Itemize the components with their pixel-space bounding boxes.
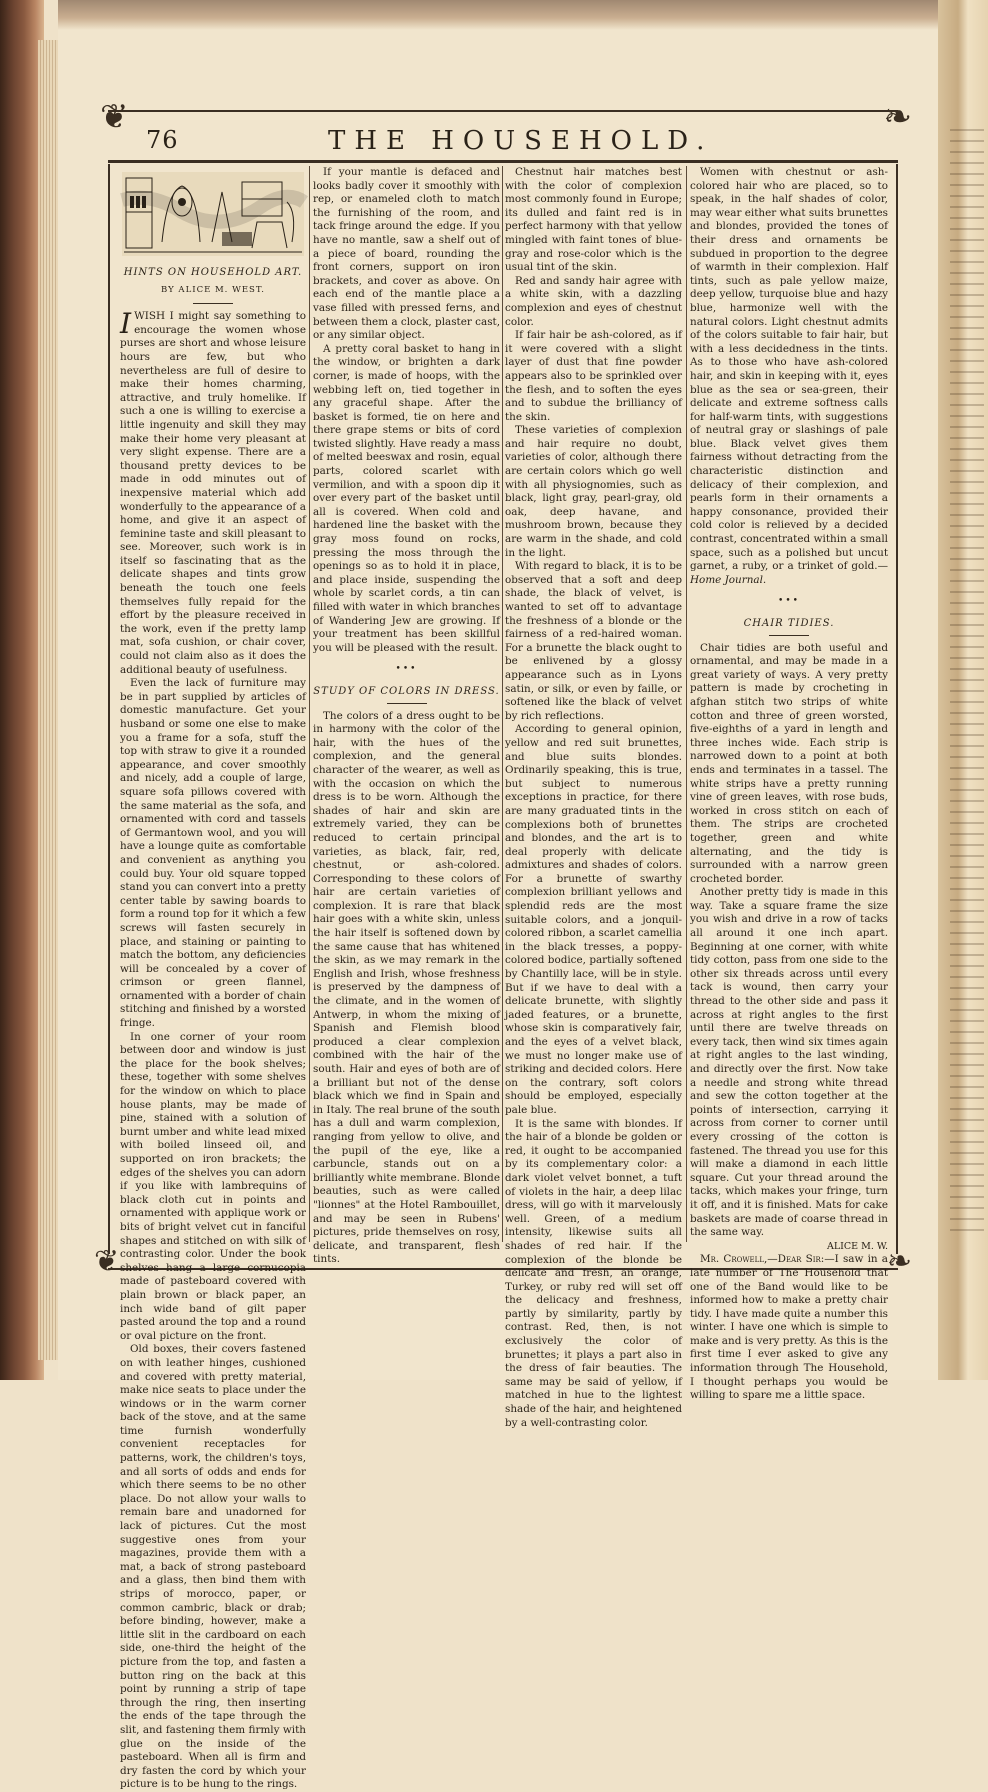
column-3 — [505, 166, 682, 1429]
article-paragraph: If your mantle is defaced and looks badly cover it smoothly with rep, or enameled cloth to match the furnishing of the room, and tack fringe around the edge. If you have no mantle, saw a shelf out of a piece of board, rounding the front corners, support on iron brackets, and cover as above. On each end of the mantle place a vase filled with pressed ferns, and between them a clock, plaster cast, or any similar object. — [313, 166, 500, 342]
article-paragraph: According to general opinion, yellow and red suit brunettes, and blue suits blondes. Ordinarily speaking, this is true, but subject to numerous exceptions in practice, for there are many graduated tints in the complexions both of brunettes and blondes, and the art is to deal properly with delicate admixtures and shades of colors. For a brunette of swarthy complexion brilliant yellows and splendid reds are the most suitable colors, and a jonquil-colored ribbon, a scarlet camellia in the black tresses, a poppy-colored bodice, partially softened by Chantilly lace, will be in style. But if we have to deal with a delicate brunette, with slightly jaded features, or a brunette, whose skin is comparatively fair, and the eyes of a velvet black, we must no longer make use of striking and decided colors. Here on the contrary, soft colors should be employed, especially pale blue. — [505, 723, 682, 1116]
column-rule — [502, 166, 503, 1242]
article-paragraph: A pretty coral basket to hang in the window, or brighten a dark corner, is made of hoops, with the webbing left on, tied together in any graceful shape. After the basket is formed, tie on here and there grape stems or bits of cord twisted slightly. Have ready a mass of melted beeswax and rosin, equal parts, colored scarlet with vermilion, and with a spoon dip it over every part of the basket until all is covered. When cold and hardened line the basket with the gray moss found on rocks, pressing the moss through the openings so as to hold it in place, and place inside, suspending the whole by scarlet cords, a tin can filled with water in which branches of Wandering Jew are growing. If your treatment has been skillful you will be pleased with the result. — [313, 342, 500, 654]
article-title: CHAIR TIDIES. — [743, 618, 835, 629]
column-4 — [690, 166, 888, 1402]
short-rule — [769, 635, 809, 636]
article-paragraph: The colors of a dress ought to be in harmony with the color of the hair, with the hues of the complexion, and the general character of the wearer, as well as with the occasion on which the dress is to be worn. Although the shades of hair and skin are extremely varied, they can be reduced to certain principal varieties, as black, fair, red, chestnut, or ash-colored. Corresponding to these colors of hair are certain varieties of complexion. It is rare that black hair goes with a white skin, unless the hair itself is softened down by the same cause that has whitened the skin, as we may remark in the English and Irish, whose freshness is preserved by the dampness of the climate, and in the women of Antwerp, in whom the mixing of Spanish and Flemish blood produced a clear complexion combined with the hair of the south. Hair and eyes of both are of a brilliant but not of the dense black which we find in Spain and in Italy. The real brune of the south has a dull and warm complexion, ranging from yellow to olive, and the pupil of the eye, like a carbuncle, stands out on a brilliantly white membrane. Blonde beauties, such as were called "lionnes" at the Hotel Rambouillet, and may be seen in Rubens' pictures, pride themselves on rosy, delicate, and transparent, flesh tints. — [313, 709, 500, 1266]
article-paragraph: Chair tidies are both useful and ornamental, and may be made in a great variety of ways. A very pretty pattern is made by crocheting in afghan stitch two strips of white cotton and three of green worsted, five-eighths of a yard in length and three inches wide. Each strip is narrowed down to a point at both ends and terminates in a tassel. The white strips have a pretty running vine of green leaves, with rose buds, worked in cross stitch on each of them. The strips are crocheted together, green and white alternating, and the tidy is surrounded with a narrow green crocheted border. — [690, 641, 888, 885]
corner-ornament-icon: ❧ — [883, 97, 912, 137]
article-paragraph: Another pretty tidy is made in this way. Take a square frame the size you wish and drive in a row of tacks all around it one inch apart. Beginning at one corner, with white tidy cotton, pass from one side to the other six threads across until every tack is wound, then carry your thread to the other side and pass it across at right angles to the first until there are twelve threads on every tack, then wind six times again at right angles to the last winding, and directly over the first. Now take a needle and strong white thread and sew the cotton together at the points of intersection, carrying it across from corner to corner until every crossing of the cotton is fastened. The thread you use for this will make a diamond in each little square. Cut your thread around the tacks, which makes your fringe, turn it off, and it is finished. Mats for cake baskets are made of coarse thread in the same way. — [690, 886, 888, 1239]
source-credit: Home Journal. — [690, 573, 767, 586]
drop-cap: I — [120, 307, 132, 341]
page-number: 76 — [146, 126, 179, 154]
header-rule — [108, 160, 898, 163]
article-paragraph: If fair hair be ash-colored, as if it were covered with a slight layer of dust that fine powder appears also to be sprinkled over the flesh, and to soften the eyes and to subdue the brilliancy of the skin. — [505, 329, 682, 423]
column-rule — [309, 166, 310, 1242]
article-title: STUDY OF COLORS IN DRESS. — [313, 685, 500, 697]
short-rule — [193, 303, 233, 304]
page-header — [100, 97, 912, 162]
article-paragraph: These varieties of complexion and hair require no doubt, varieties of color, although there are certain colors which go well with all physiognomies, such as black, light gray, pearl-gray, old oak, deep havane, and mushroom brown, because they are warm in the shade, and cold in the light. — [505, 424, 682, 559]
corner-ornament-icon: ❦ — [94, 1244, 120, 1279]
article-paragraph: Chestnut hair matches best with the color of complexion most commonly found in Europe; its dulled and faint red is in perfect harmony with that yellow mingled with faint tones of blue-gray and rose-color which is the usual tint of the skin. — [505, 166, 682, 274]
page-top-shadow — [58, 0, 948, 30]
facing-page-text — [950, 120, 984, 1240]
letter-salutation: Mr. Crowell,—Dear Sir: — [700, 1253, 825, 1266]
column-rule — [686, 166, 687, 1242]
short-rule — [387, 703, 427, 704]
article-paragraph: It is the same with blondes. If the hair of a blonde be golden or red, it ought to be accompanied by its complementary color: a dark violet velvet bonnet, a tuft of violets in the hair, a deep lilac dress, will go with it marvelously well. Green, of a medium intensity, likewise suits all shades of red hair. If the complexion of the blonde be delicate and fresh, an orange, Turkey, or ruby red will set off the delicacy and freshness, partly by similarity, partly by contrast. Red, then, is not exclusively the color of brunettes; it plays a part also in the dress of fair beauties. The same may be said of yellow, if matched in hue to the lightest shade of the hair, and heightened by a well-contrasting color. — [505, 1117, 682, 1429]
article-paragraph: Women with chestnut or ash-colored hair who are placed, so to speak, in the half shades of color, may wear either what suits brunettes and blondes, provided the tones of their dress and ornaments be subdued in proportion to the degree of warmth in their complexion. Half tints, such as pale yellow maize, deep yellow, turquoise blue and hazy blue, harmonize well with the natural colors. Light chestnut admits of the colors suitable to fair hair, but with a less decidedness in the tints. As to those who have ash-colored hair, and skin in keeping with it, eyes blue as the sea or sea-green, their delicate and extreme softness calls for half-warm tints, with suggestions of neutral gray or slashings of pale blue. Black velvet gives them fairness without detracting from the characteristic distinction and delicacy of their complexion, and pearls form in their ornaments a happy consonance, provided their cold color is relieved by a decided contrast, concentrated within a small space, such as a polished but uncut garnet, a ruby, or a trinket of gold.—Home Journal. — [690, 166, 888, 586]
corner-ornament-icon: ❦ — [100, 97, 129, 137]
article-paragraph: Even the lack of furniture may be in part supplied by articles of domestic manufacture. Get your husband or some one else to make you a frame for a sofa, stuff the top with straw to give it a rounded appearance, and cover smoothly and nicely, add a couple of large, square sofa pillows covered with the same material as the sofa, and ornamented with cord and tassels of Germantown wool, and you will have a lounge quite as comfortable and convenient as anything you could buy. Your old square topped stand you can convert into a pretty center table by sawing boards to form a round top for it which a few screws will fasten securely in place, and staining or painting to match the bottom, any deficiencies will be concealed by a cover of crimson or green flannel, ornamented with a border of chain stitching and finished by a worsted fringe. — [120, 677, 306, 1030]
corner-ornament-icon: ❧ — [886, 1244, 912, 1279]
article-paragraph: In one corner of your room between door and window is just the place for the book shelves; these, together with some shelves for the window on which to place house plants, may be made of pine, stained with a solution of burnt umber and white lead mixed with boiled linseed oil, and supported on iron brackets; the edges of the shelves you can adorn if you like with lambrequins of black cloth cut in points and ornamented with applique work or bits of bright velvet cut in fanciful shapes and stitched on with silk of contrasting color. Under the book shelves hang a large cornucopia made of pasteboard covered with plain brown or black paper, an inch wide band of gilt paper pasted around the top and a round or oval picture on the front. — [120, 1030, 306, 1342]
section-divider: ••• — [778, 596, 800, 607]
author-signature: ALICE M. W. — [826, 1240, 888, 1252]
article-paragraph: With regard to black, it is to be observed that a soft and deep shade, the black of velvet, is wanted to set off to advantage the freshness of a blonde or the fairness of a red-haired woman. For a brunette the black ought to be enlivened by a glossy appearance such as in Lyons satin, or silk, or even by faille, or softened like the black of velvet by rich reflections. — [505, 560, 682, 722]
letter-paragraph — [690, 1253, 888, 1403]
dressing-room-engraving — [122, 172, 304, 256]
article-title: HINTS ON HOUSEHOLD ART. — [123, 267, 303, 278]
section-divider: ••• — [395, 664, 418, 675]
dressing-room-illustration — [122, 172, 304, 256]
letter-body: —I saw in a late number of The Household that one of the Band would like to be informed how to make a pretty chair tidy. I have made quite a number this winter. I have one which is simple to make and is very pretty. As this is the first time I ever asked to give any information through The Household, I thought perhaps you would be willing to spare me a little space. — [690, 1253, 888, 1402]
article-paragraph: IWISH I might say something to encourage the women whose purses are short and whose leisure hours are few, but who nevertheless are full of desire to make their homes charming, attractive, and truly homelike. If such a one is willing to exercise a little ingenuity and skill they may make their home very pleasant at very slight expense. There are a thousand pretty devices to be made in odd minutes out of inexpensive material which add wonderfully to the appearance of a home, and give it an aspect of feminine taste and skill pleasant to see. Moreover, such work is in itself so fascinating that as the delicate shapes and tints grow beneath the touch one feels themselves fully repaid for the effort by the pleasure received in the work, even if the pretty lamp mat, sofa cushion, or chair cover, could not claim also as it does the additional beauty of usefulness. — [120, 307, 306, 676]
article-byline: BY ALICE M. WEST. — [161, 284, 265, 295]
article-paragraph: Old boxes, their covers fastened on with leather hinges, cushioned and covered with pretty material, make nice seats to place under the windows or in the warm corner back of the stove, and at the same time furnish wonderfully convenient receptacles for patterns, work, the children's toys, and all sorts of odds and ends for which there seems to be no other place. Do not allow your walls to remain bare and unadorned for lack of pictures. Cut the most suggestive ones from your magazines, provide them with a mat, a back of strong pasteboard and a glass, then bind them with strips of morocco, paper, or common cambric, black or drab; before binding, however, make a little slit in the cardboard on each side, one-third the height of the picture from the top, and fasten a button ring on the back at this point by running a strip of tape through the ring, then inserting the ends of the tape through the slit, and fastening them firmly with glue on the inside of the pasteboard. When all is firm and dry fasten the cord by which your picture is to be hung to the rings. — [120, 1343, 306, 1791]
article-paragraph: Red and sandy hair agree with a white skin, with a dazzling complexion and eyes of chestnut color. — [505, 274, 682, 328]
masthead: THE HOUSEHOLD. — [328, 126, 714, 156]
column-2 — [313, 166, 500, 1266]
column-1 — [120, 166, 306, 1791]
